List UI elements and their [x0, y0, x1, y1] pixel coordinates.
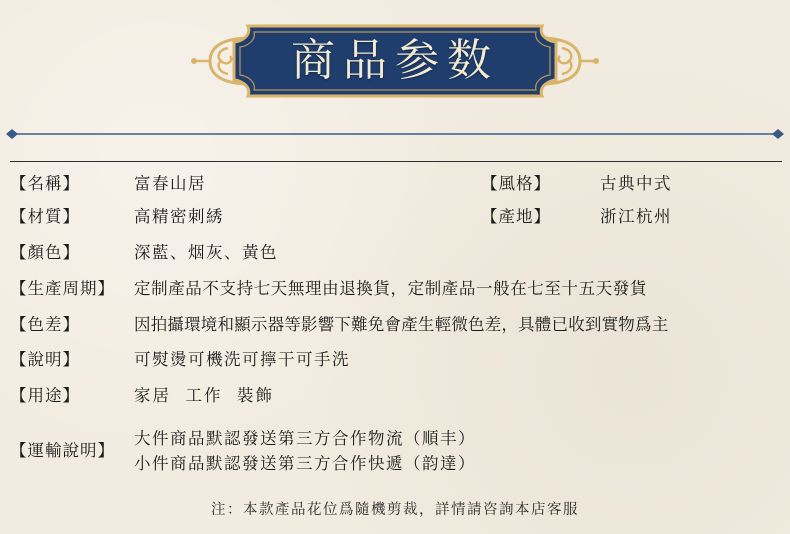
param-value: 浙江杭州: [600, 207, 672, 226]
param-label: 【運輸說明】: [10, 441, 115, 460]
param-label: 【顏色】: [10, 243, 80, 262]
shipping-line-large: 大件商品默認發送第三方合作物流（順丰）: [134, 429, 476, 448]
param-label: 【生產周期】: [10, 279, 115, 298]
param-value: 古典中式: [600, 174, 672, 193]
param-label: 【產地】: [481, 207, 551, 226]
param-label: 【材質】: [10, 207, 80, 226]
param-label: 【說明】: [10, 350, 80, 369]
page-title: 商品参数: [291, 35, 499, 86]
param-value: 可熨燙可機洗可擰干可手洗: [134, 350, 350, 369]
param-label: 【名稱】: [10, 174, 80, 193]
param-value: 富春山居: [134, 174, 206, 193]
param-value: 定制產品不支持七天無理由退換貨，定制產品一般在七至十五天發貨: [134, 279, 647, 298]
footnote: 注：本款產品花位爲隨機剪裁，詳情請咨詢本店客服: [211, 502, 579, 518]
param-value: 家居 工作 裝飾: [134, 386, 274, 405]
decorative-divider: [6, 128, 784, 140]
param-label: 【用途】: [10, 386, 80, 405]
param-label: 【風格】: [481, 174, 551, 193]
param-value: 深藍、烟灰、黃色: [134, 243, 278, 262]
table-top-rule: [10, 161, 782, 162]
title-banner: [188, 18, 602, 104]
param-value: 因拍攝環境和顯示器等影響下難免會產生輕微色差，具體已收到實物爲主: [134, 315, 669, 334]
shipping-line-small: 小件商品默認發送第三方合作快遞（韵達）: [134, 454, 476, 473]
param-value: 高精密刺綉: [134, 207, 224, 226]
param-label: 【色差】: [10, 315, 80, 334]
